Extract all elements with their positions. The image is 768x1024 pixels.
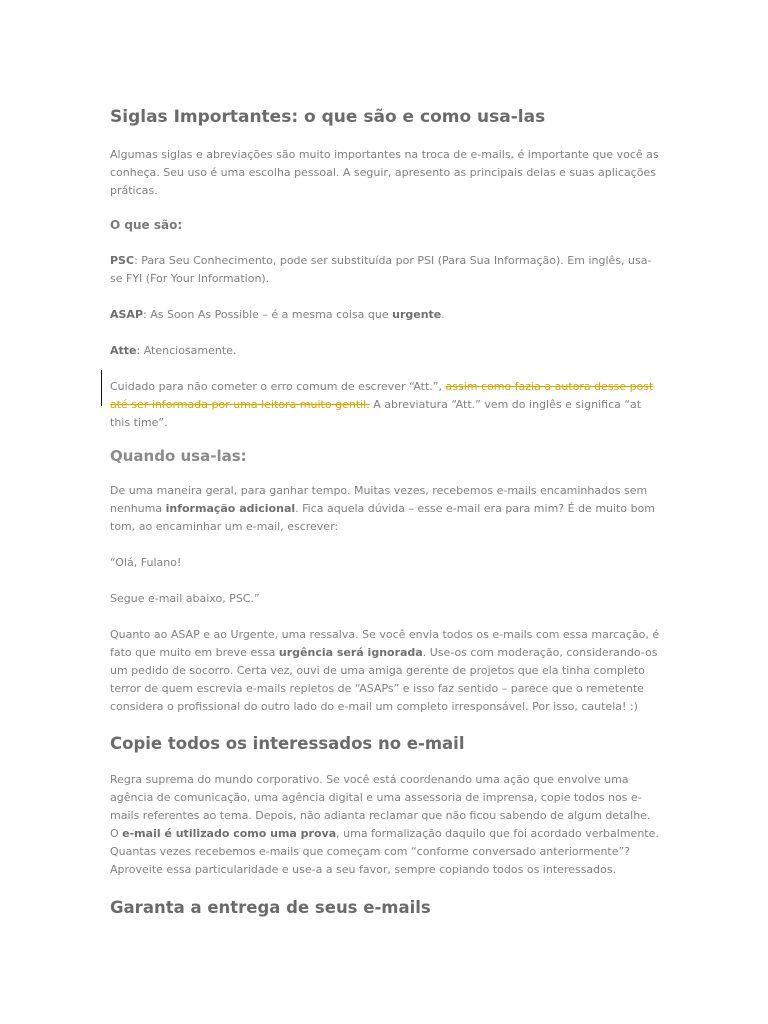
when-p2-bold: urgência será ignorada (278, 646, 423, 659)
when-p1-text-a: De uma maneira geral, para ganhar tempo. Muitas vezes, recebemos e-mails encaminhados sem nenhuma (110, 484, 648, 515)
when-p1-bold: informação adicional (165, 502, 296, 515)
article-title: Siglas Importantes: o que são e como usa-las (110, 107, 546, 127)
asap-term: ASAP (110, 308, 144, 321)
caution-block (110, 378, 662, 432)
copy-text-b: , uma formalização daquilo que foi acordado verbalmente. Quantas vezes recebemos e-mails que começam com “conforme conversado anteriormente”? Aproveite essa particularidade e use-a a seu favor, sempre copiando todos os interessados. (110, 827, 659, 876)
what-heading: O que são: (110, 218, 183, 232)
psc-paragraph (110, 252, 662, 288)
atte-paragraph (110, 342, 662, 360)
copy-heading: Copie todos os interessados no e-mail (110, 734, 465, 753)
asap-bold: urgente (392, 308, 442, 321)
when-heading: Quando usa-las: (110, 447, 247, 465)
caution-paragraph (110, 378, 662, 432)
asap-text: : As Soon As Possible – é a mesma coisa que (143, 308, 393, 321)
caution-start: Cuidado para não cometer o erro comum de escrever “Att.”, (110, 380, 446, 393)
atte-term: Atte (110, 344, 137, 357)
when-p1-text-b: . Fica aquela dúvida – esse e-mail era para mim? É de muito bom tom, ao encaminhar um e-mail, escrever: (110, 502, 656, 533)
psc-text: : Para Seu Conhecimento, pode ser substituída por PSI (Para Sua Informação). Em inglês, usa-se FYI (For Your Information). (110, 254, 652, 285)
intro-paragraph: Algumas siglas e abreviações são muito importantes na troca de e-mails, é importante que você as conheça. Seu uso é uma escolha pessoal. A seguir, apresento as principais delas e suas aplicações práticas. (110, 148, 659, 197)
asap-end: . (441, 308, 445, 321)
text-cursor-bar (101, 370, 102, 406)
article-body (110, 106, 662, 919)
when-p2-text-b: . Use-os com moderação, considerando-os um pedido de socorro. Certa vez, ouvi de uma amiga gerente de projetos que ela tinha completo terror de quem escrevia e-mails repletos de “ASAPs” e isso faz sentido – parece que o remetente considera o profissional do outro lado do e-mail um completo irresponsável. Por isso, cautela! :) (110, 646, 658, 713)
copy-text-a: Regra suprema do mundo corporativo. Se você está coordenando uma ação que envolve uma agência de comunicação, uma agência digital e uma assessoria de imprensa, copie todos nos e-mails referentes ao tema. Depois, não adianta reclamar que não ficou sabendo de algum detalhe. O (110, 773, 651, 840)
when-p2-text-a: Quanto ao ASAP e ao Urgente, uma ressalva. Se você envia todos os e-mails com essa marcação, é fato que muito em breve essa (110, 628, 660, 659)
atte-text: : Atenciosamente. (136, 344, 237, 357)
quote-line-1: “Olá, Fulano! (110, 556, 182, 569)
quote-line-2: Segue e-mail abaixo, PSC.” (110, 592, 260, 605)
copy-paragraph (110, 771, 662, 879)
guarantee-heading: Garanta a entrega de seus e-mails (110, 898, 431, 917)
psc-term: PSC (110, 254, 135, 267)
when-paragraph-1 (110, 482, 662, 536)
caution-end: A abreviatura “Att.” vem do inglês e significa “at this time”. (110, 398, 642, 429)
when-paragraph-2 (110, 626, 662, 716)
struck-text: assim como fazia a autora desse post até ser informada por uma leitora muito gentil. (110, 380, 654, 411)
copy-bold: e-mail é utilizado como uma prova (122, 827, 337, 840)
asap-paragraph (110, 306, 662, 324)
